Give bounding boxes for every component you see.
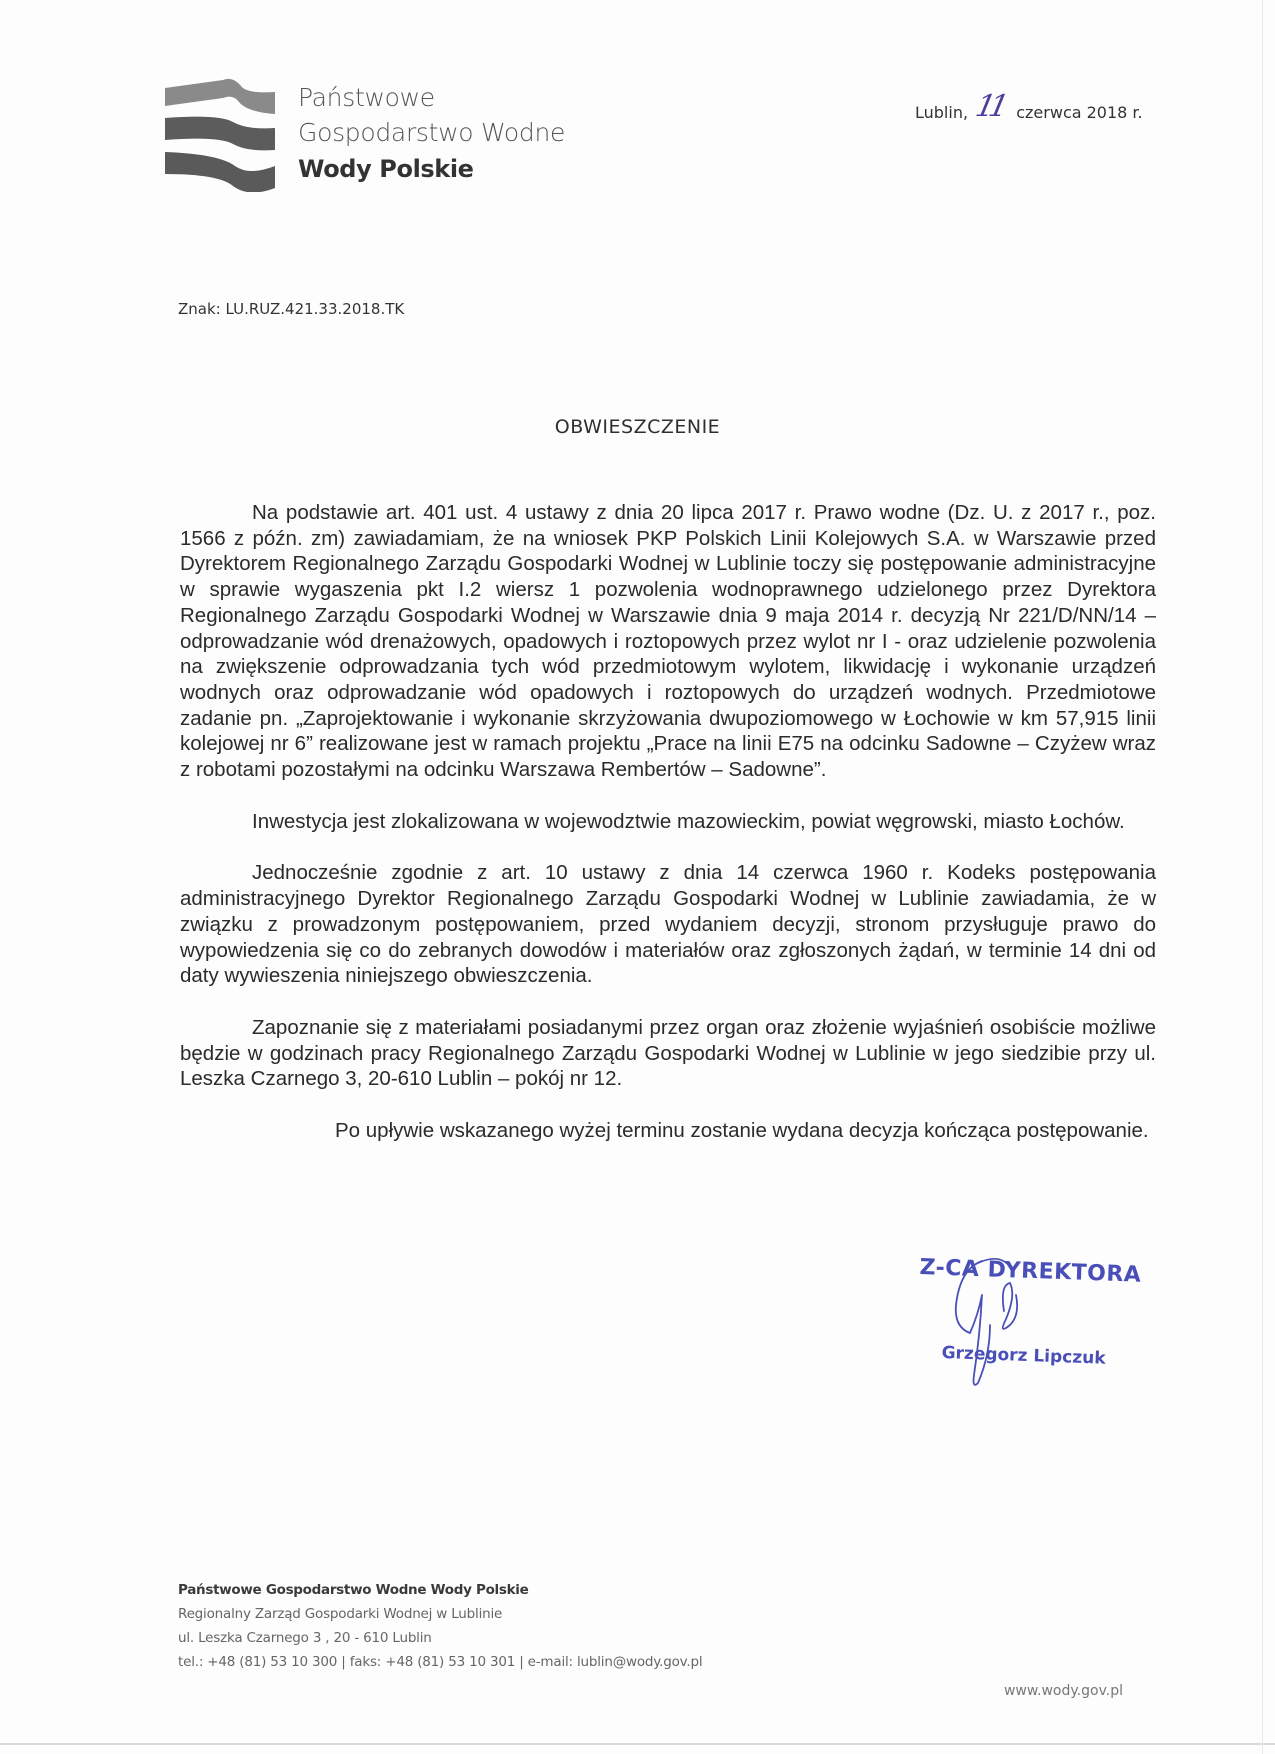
handwritten-signature-icon — [920, 1255, 1150, 1390]
date-day-handwritten: 11 — [972, 89, 1007, 124]
logo-line-1: Państwowe — [298, 83, 435, 112]
body-paragraph: Na podstawie art. 401 ust. 4 ustawy z dnia 20 lipca 2017 r. Prawo wodne (Dz. U. z 2017 r., poz. 1566 z późn. zm) zawiadamiam, że na wniosek PKP Polskich Linii Kolejowych S.A. w Warszawie przed Dyrektorem Regionalnego Zarządu Gospodarki Wodnej w Lublinie toczy się postępowanie administracyjne w sprawie wygaszenia pkt I.2 wiersz 1 pozwolenia wodnoprawnego udzielonego przez Dyrektora Regionalnego Zarządu Gospodarki Wodnej w Warszawie dnia 9 maja 2014 r. decyzją Nr 221/D/NN/14 – odprowadzanie wód drenażowych, opadowych i roztopowych przez wylot nr I - oraz udzielenie pozwolenia na zwiększenie odprowadzania tych wód przedmiotowym wylotem, likwidację i wykonanie urządzeń wodnych oraz odprowadzanie wód opadowych i roztopowych do urządzeń wodnych. Przedmiotowe zadanie pn. „Zaprojektowanie i wykonanie skrzyżowania dwupoziomowego w Łochowie w km 57,915 linii kolejowej nr 6” realizowane jest w ramach projektu „Prace na linii E75 na odcinku Sadowne – Czyżew wraz z robotami pozostałymi na odcinku Warszawa Rembertów – Sadowne”. — [180, 501, 1156, 782]
body-paragraph: Zapoznanie się z materiałami posiadanymi przez organ oraz złożenie wyjaśnień osobiście możliwe będzie w godzinach pracy Regionalnego Zarządu Gospodarki Wodnej w Lublinie w jego siedzibie przy ul. Leszka Czarnego 3, 20-610 Lublin – pokój nr 12. — [180, 1015, 1156, 1091]
document-date — [915, 89, 1143, 124]
document-title: OBWIESZCZENIE — [554, 416, 721, 438]
organization-logo-text — [298, 80, 565, 188]
date-month-year: czerwca 2018 r. — [1016, 103, 1143, 122]
footer-organization: Państwowe Gospodarstwo Wodne Wody Polskie — [178, 1582, 529, 1598]
scan-right-edge — [1262, 0, 1263, 1754]
stamp-name: Grzegorz Lipczuk — [941, 1343, 1106, 1369]
footer-address: ul. Leszka Czarnego 3 , 20 - 610 Lublin — [178, 1630, 432, 1646]
reference-number: Znak: LU.RUZ.421.33.2018.TK — [178, 300, 405, 318]
document-body — [180, 500, 1156, 1170]
body-paragraph: Jednocześnie zgodnie z art. 10 ustawy z dnia 14 czerwca 1960 r. Kodeks postępowania administracyjnego Dyrektor Regionalnego Zarządu Gospodarki Wodnej w Lublinie zawiadamia, że w związku z prowadzonym postępowaniem, przed wydaniem decyzji, stronom przysługuje prawo do wypowiedzenia się co do zebranych dowodów i materiałów oraz zgłoszonych żądań, w terminie 14 dni od daty wywieszenia niniejszego obwieszczenia. — [180, 861, 1156, 988]
signature-stamp — [920, 1255, 1150, 1390]
water-waves-logo-icon — [163, 74, 277, 192]
footer-contact: tel.: +48 (81) 53 10 300 | faks: +48 (81) 53 10 301 | e-mail: lublin@wody.gov.pl — [178, 1654, 703, 1670]
logo-line-3: Wody Polskie — [298, 155, 474, 183]
logo-line-2: Gospodarstwo Wodne — [298, 118, 566, 147]
footer-website-link[interactable]: www.wody.gov.pl — [1003, 1683, 1123, 1699]
scan-bottom-edge — [0, 1743, 1275, 1745]
body-paragraph: Po upływie wskazanego wyżej terminu zostanie wydana decyzja kończąca postępowanie. — [335, 1119, 1149, 1143]
footer-division: Regionalny Zarząd Gospodarki Wodnej w Lublinie — [178, 1606, 503, 1622]
stamp-role: Z-CA DYREKTORA — [919, 1255, 1142, 1288]
date-city: Lublin, — [915, 103, 969, 122]
letterhead-footer — [178, 1578, 702, 1674]
body-paragraph: Inwestycja jest zlokalizowana w wojewodztwie mazowieckim, powiat węgrowski, miasto Łochów. — [252, 809, 1125, 833]
